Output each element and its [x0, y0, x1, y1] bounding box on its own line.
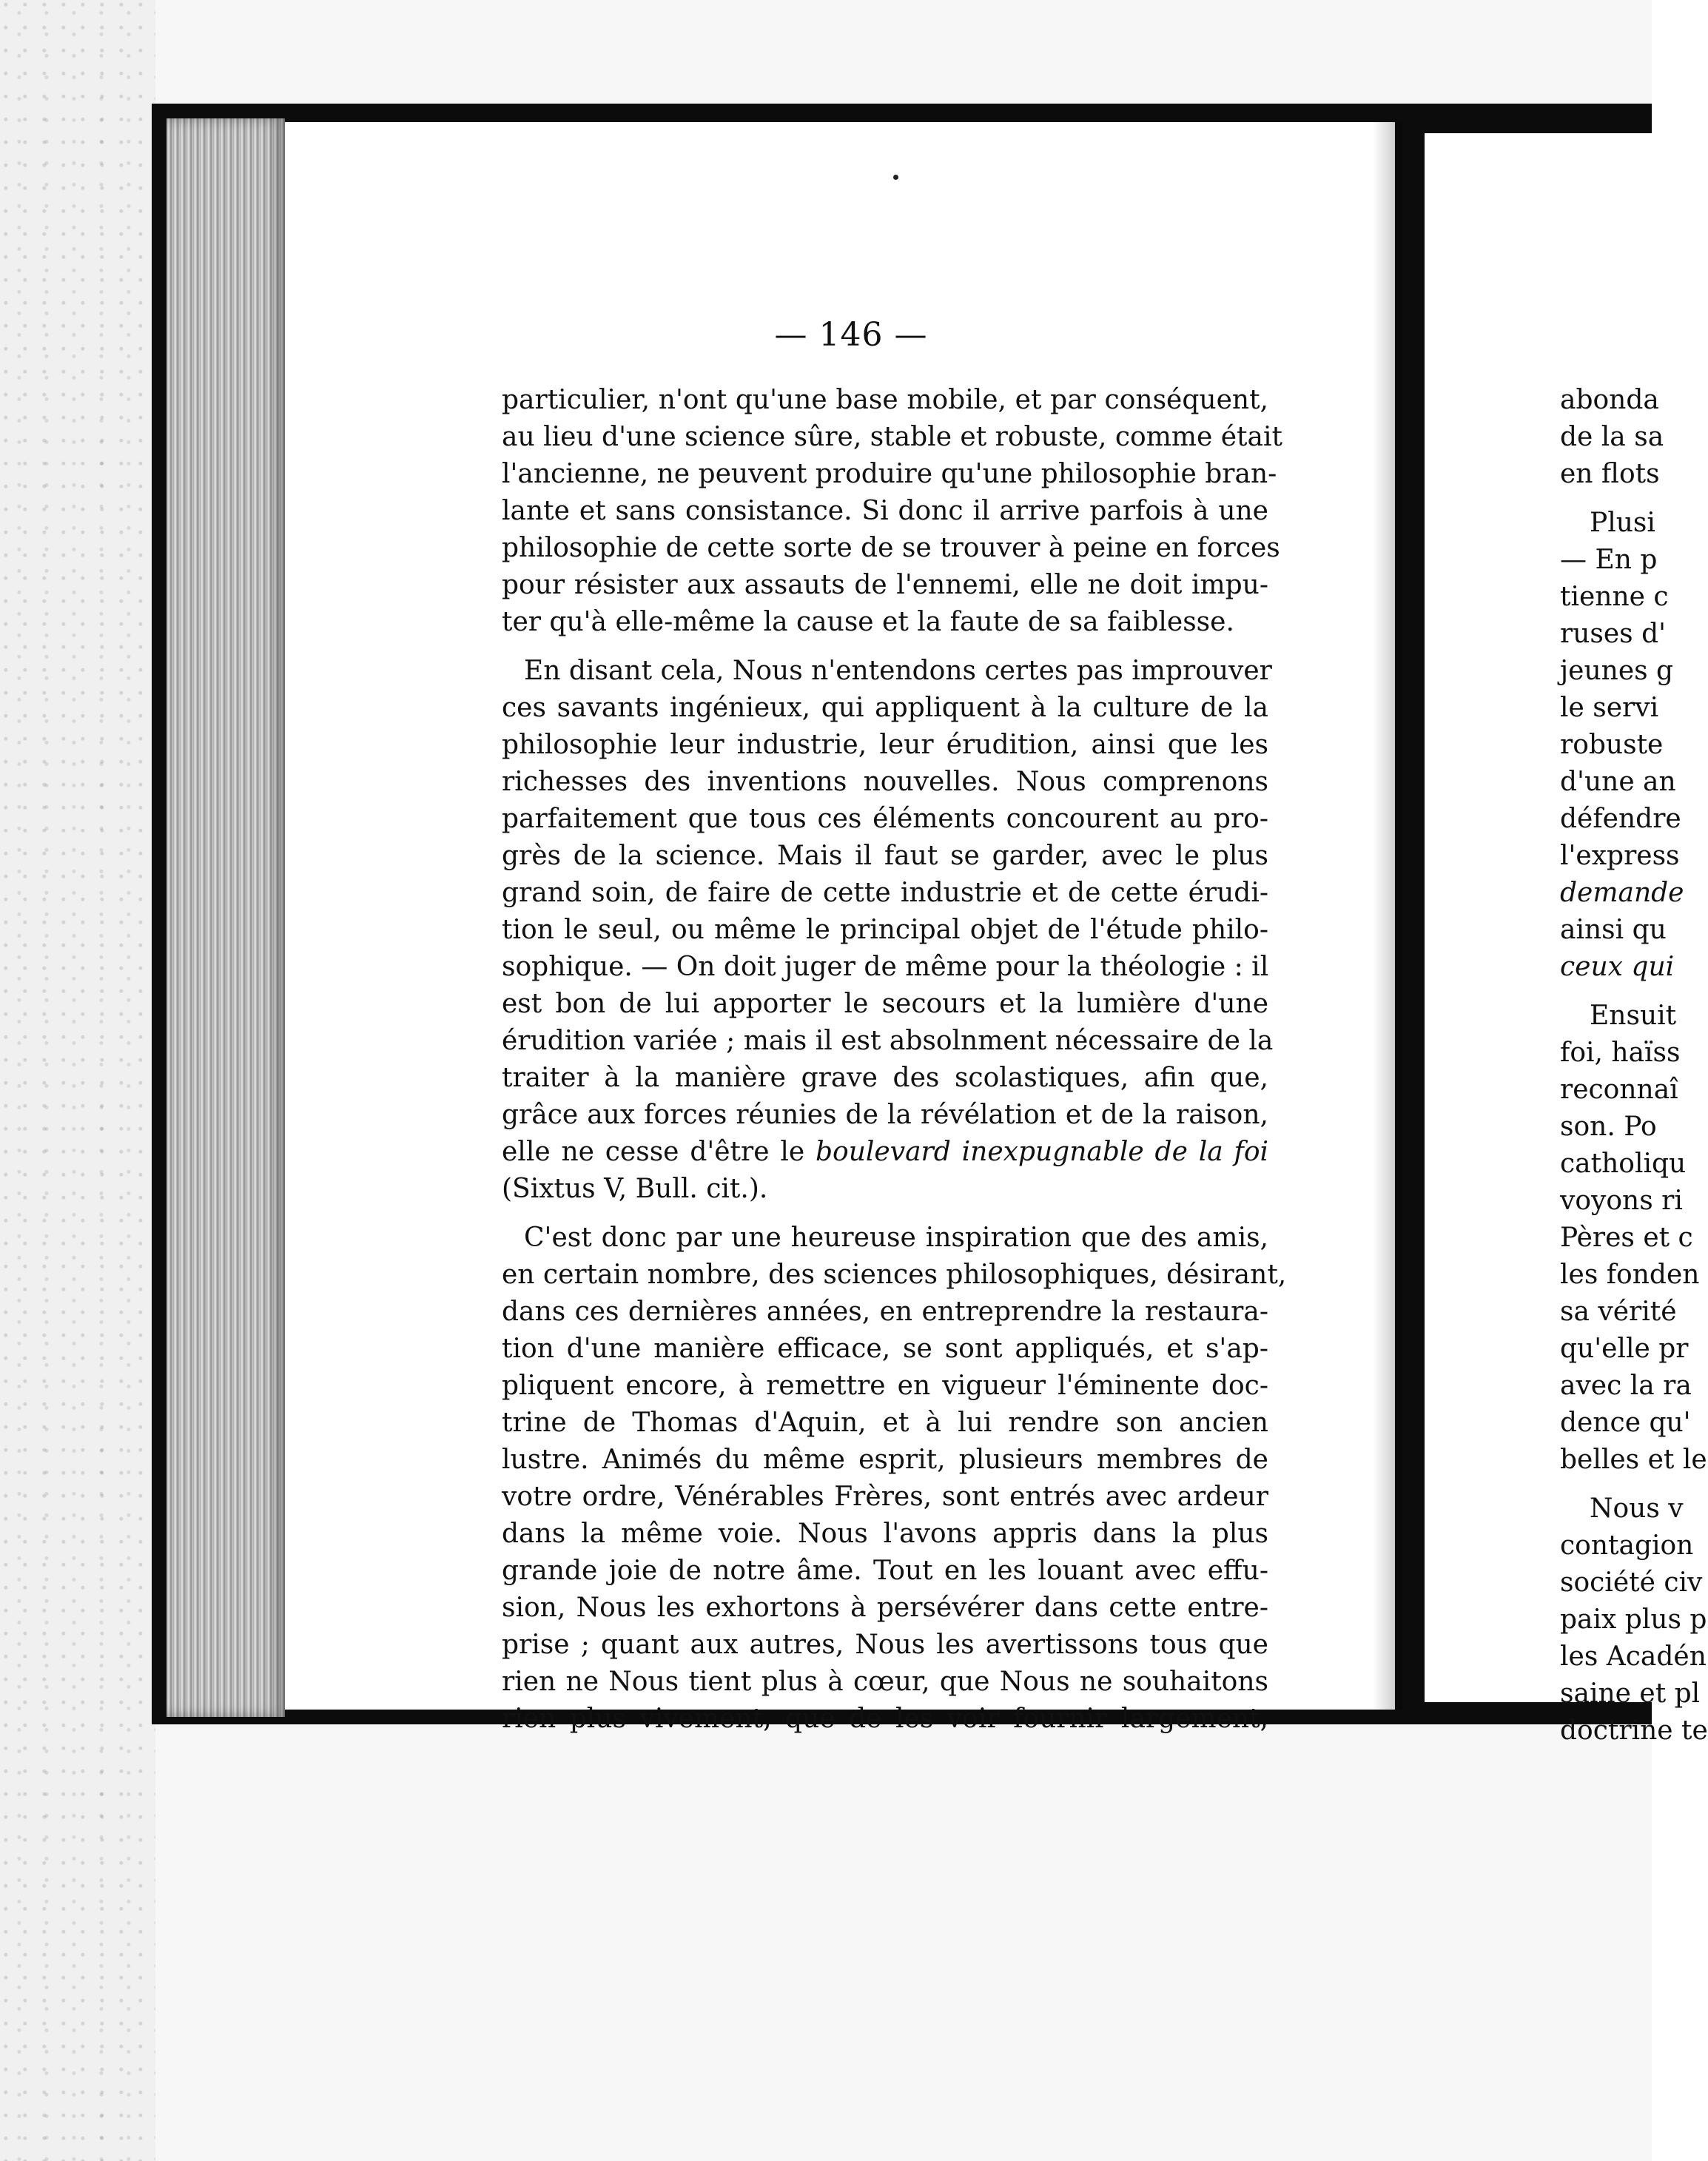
text-line: les Acadén	[1560, 1641, 1707, 1672]
text-line: traiter à la manière grave des scolastiques, afin que,	[502, 1063, 1268, 1093]
text-line: les fonden	[1560, 1260, 1700, 1290]
text-line: tion d'une manière efficace, se sont appliqués, et s'ap-	[502, 1334, 1268, 1364]
text-line: En disant cela, Nous n'entendons certes pas improuver	[524, 656, 1272, 686]
text-line: l'ancienne, ne peuvent produire qu'une philosophie bran-	[502, 459, 1277, 489]
text-line: de la sa	[1560, 422, 1664, 452]
text-line: le servi	[1560, 693, 1659, 723]
text-line: dans ces dernières années, en entreprendre la restaura-	[502, 1297, 1268, 1327]
text-line: saine et pl	[1560, 1678, 1701, 1709]
gutter-shadow	[1373, 122, 1402, 1710]
text-line: particulier, n'ont qu'une base mobile, et par conséquent,	[502, 385, 1268, 415]
text-line: tion le seul, ou même le principal objet de l'étude philo-	[502, 915, 1268, 945]
text-line: l'express	[1560, 841, 1680, 871]
text-line: est bon de lui apporter le secours et la lumière d'une	[502, 989, 1268, 1019]
text-line: grâce aux forces réunies de la révélation et de la raison,	[502, 1100, 1268, 1130]
text-line: voyons ri	[1560, 1186, 1683, 1216]
text-line: sa vérité	[1560, 1297, 1677, 1327]
text-line-with-italic	[502, 1134, 1268, 1171]
text-line: belles et le	[1560, 1445, 1707, 1475]
text-line: dans la même voie. Nous l'avons appris dans la plus	[502, 1519, 1268, 1549]
text-line: catholiqu	[1560, 1149, 1687, 1179]
text-line: parfaitement que tous ces éléments concourent au pro-	[502, 804, 1268, 834]
text-line: ruses d'	[1560, 619, 1667, 649]
text-line: prise ; quant aux autres, Nous les avertissons tous que	[502, 1630, 1268, 1660]
text-line: tienne c	[1560, 582, 1669, 612]
text-line: jeunes g	[1560, 656, 1674, 686]
text-line: reconnaî	[1560, 1075, 1678, 1105]
text-line: d'une an	[1560, 767, 1676, 797]
text-line: grand soin, de faire de cette industrie et de cette érudi-	[502, 878, 1268, 908]
right-page-text	[1560, 382, 1708, 1750]
text-line: en flots	[1560, 459, 1660, 489]
text-line: en certain nombre, des sciences philosophiques, désirant,	[502, 1260, 1287, 1290]
text-line: foi, haïss	[1560, 1038, 1681, 1068]
text-line: son. Po	[1560, 1112, 1657, 1142]
text-line: rien ne Nous tient plus à cœur, que Nous ne souhaitons	[502, 1667, 1268, 1697]
text-line: ceux qui	[1560, 952, 1675, 982]
text-line: ter qu'à elle-même la cause et la faute de sa faiblesse.	[502, 607, 1234, 637]
left-page-text	[502, 382, 1287, 1738]
text-line: lustre. Animés du même esprit, plusieurs membres de	[502, 1445, 1268, 1475]
speckled-margin	[0, 0, 155, 2161]
text-line: (Sixtus V, Bull. cit.).	[502, 1174, 768, 1204]
text-line: Plusi	[1590, 508, 1655, 538]
text-line: demande	[1560, 878, 1684, 908]
page-number: — 146 —	[774, 316, 928, 354]
text-line: ces savants ingénieux, qui appliquent à la culture de la	[502, 693, 1268, 723]
text-line: abonda	[1560, 385, 1659, 415]
text-line: richesses des inventions nouvelles. Nous comprenons	[502, 767, 1268, 797]
text-line: votre ordre, Vénérables Frères, sont entrés avec ardeur	[502, 1482, 1268, 1512]
text-line: philosophie de cette sorte de se trouver à peine en forces	[502, 533, 1280, 563]
text-line: pliquent encore, à remettre en vigueur l'éminente doc-	[502, 1371, 1268, 1401]
page-edges	[167, 118, 285, 1717]
text-line: défendre	[1560, 804, 1681, 834]
text-line: dence qu'	[1560, 1408, 1691, 1438]
text-line: contagion	[1560, 1530, 1694, 1561]
text-fragment: elle ne cesse d'être le	[502, 1137, 816, 1167]
text-line: robuste	[1560, 730, 1664, 760]
italic-quote: boulevard inexpugnable de la foi	[816, 1137, 1269, 1167]
text-line: qu'elle pr	[1560, 1334, 1689, 1364]
text-line: doctrine te	[1560, 1715, 1708, 1746]
text-line: — En p	[1560, 545, 1658, 575]
ink-dot	[893, 175, 898, 180]
text-line: au lieu d'une science sûre, stable et robuste, comme était	[502, 422, 1282, 452]
text-line: société civ	[1560, 1567, 1703, 1598]
text-line: sophique. — On doit juger de même pour la théologie : il	[502, 952, 1269, 982]
text-line: Pères et c	[1560, 1223, 1693, 1253]
text-line: rien plus vivement, que de les voir fournir largement,	[502, 1704, 1268, 1734]
text-line: Nous v	[1590, 1493, 1684, 1524]
text-line: grès de la science. Mais il faut se garder, avec le plus	[502, 841, 1268, 871]
text-line: lante et sans consistance. Si donc il arrive parfois à une	[502, 496, 1268, 526]
text-line: sion, Nous les exhortons à persévérer dans cette entre-	[502, 1593, 1268, 1623]
text-line: avec la ra	[1560, 1371, 1692, 1401]
text-line: Ensuit	[1590, 1001, 1677, 1031]
text-line: trine de Thomas d'Aquin, et à lui rendre son ancien	[502, 1408, 1268, 1438]
text-line: philosophie leur industrie, leur érudition, ainsi que les	[502, 730, 1268, 760]
text-line: ainsi qu	[1560, 915, 1667, 945]
text-line: érudition variée ; mais il est absolnment nécessaire de la	[502, 1026, 1274, 1056]
text-line: grande joie de notre âme. Tout en les louant avec effu-	[502, 1556, 1268, 1586]
text-line: C'est donc par une heureuse inspiration que des amis,	[524, 1223, 1268, 1253]
text-line: pour résister aux assauts de l'ennemi, elle ne doit impu-	[502, 570, 1268, 600]
text-line: paix plus p	[1560, 1604, 1707, 1635]
